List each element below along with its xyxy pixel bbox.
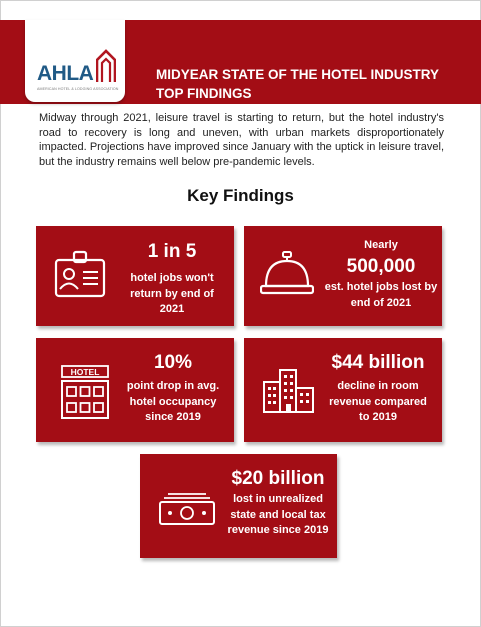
stat-value: 10%	[153, 352, 193, 373]
logo-subtitle: AMERICAN HOTEL & LODGING ASSOCIATION	[37, 87, 119, 91]
id-badge-icon	[54, 250, 106, 298]
card-text	[118, 241, 226, 318]
service-bell-icon	[260, 250, 314, 296]
finding-card-jobs-lost	[244, 226, 442, 326]
intro-paragraph: Midway through 2021, leisure travel is starting to return, but the hotel industry's road to recovery is long and uneven, with urban markets disproportionately impacted. Projections have improved since January with the uptick in leisure travel, but the industry remains well below pre-pandemic levels.	[39, 112, 444, 168]
card-text	[318, 352, 438, 426]
stat-description: decline in room revenue compared to 2019	[329, 380, 427, 423]
stat-prefix: Nearly	[364, 239, 398, 251]
stat-description: point drop in avg. hotel occupancy since 2019	[126, 380, 220, 423]
title-line-2: TOP FINDINGS	[156, 86, 252, 101]
stat-value: $20 billion	[231, 468, 325, 489]
stat-value: $44 billion	[331, 352, 425, 373]
card-text	[224, 468, 332, 539]
stat-value: 1 in 5	[147, 241, 197, 262]
ahla-logo	[25, 20, 125, 102]
finding-card-tax-revenue	[140, 454, 337, 558]
title-line-1: MIDYEAR STATE OF THE HOTEL INDUSTRY	[156, 67, 440, 82]
card-text	[324, 238, 438, 311]
header-banner	[0, 20, 481, 104]
stat-description: hotel jobs won't return by end of 2021	[130, 272, 214, 315]
hotel-sign-label: HOTEL	[70, 367, 100, 377]
money-bill-icon	[158, 490, 216, 526]
logo-text: AHLA	[37, 62, 94, 85]
section-title: Key Findings	[187, 186, 294, 205]
finding-card-room-revenue	[244, 338, 442, 442]
hotel-building-icon	[60, 364, 110, 420]
page-title	[156, 65, 439, 103]
card-text	[120, 352, 226, 426]
city-buildings-icon	[262, 368, 316, 414]
finding-card-occupancy	[36, 338, 234, 442]
stat-value: 500,000	[346, 256, 416, 277]
stat-description: lost in unrealized state and local tax revenue since 2019	[227, 493, 329, 536]
finding-card-jobs-ratio	[36, 226, 234, 326]
logo-mark-icon	[96, 48, 116, 82]
stat-description: est. hotel jobs lost by end of 2021	[324, 281, 438, 309]
